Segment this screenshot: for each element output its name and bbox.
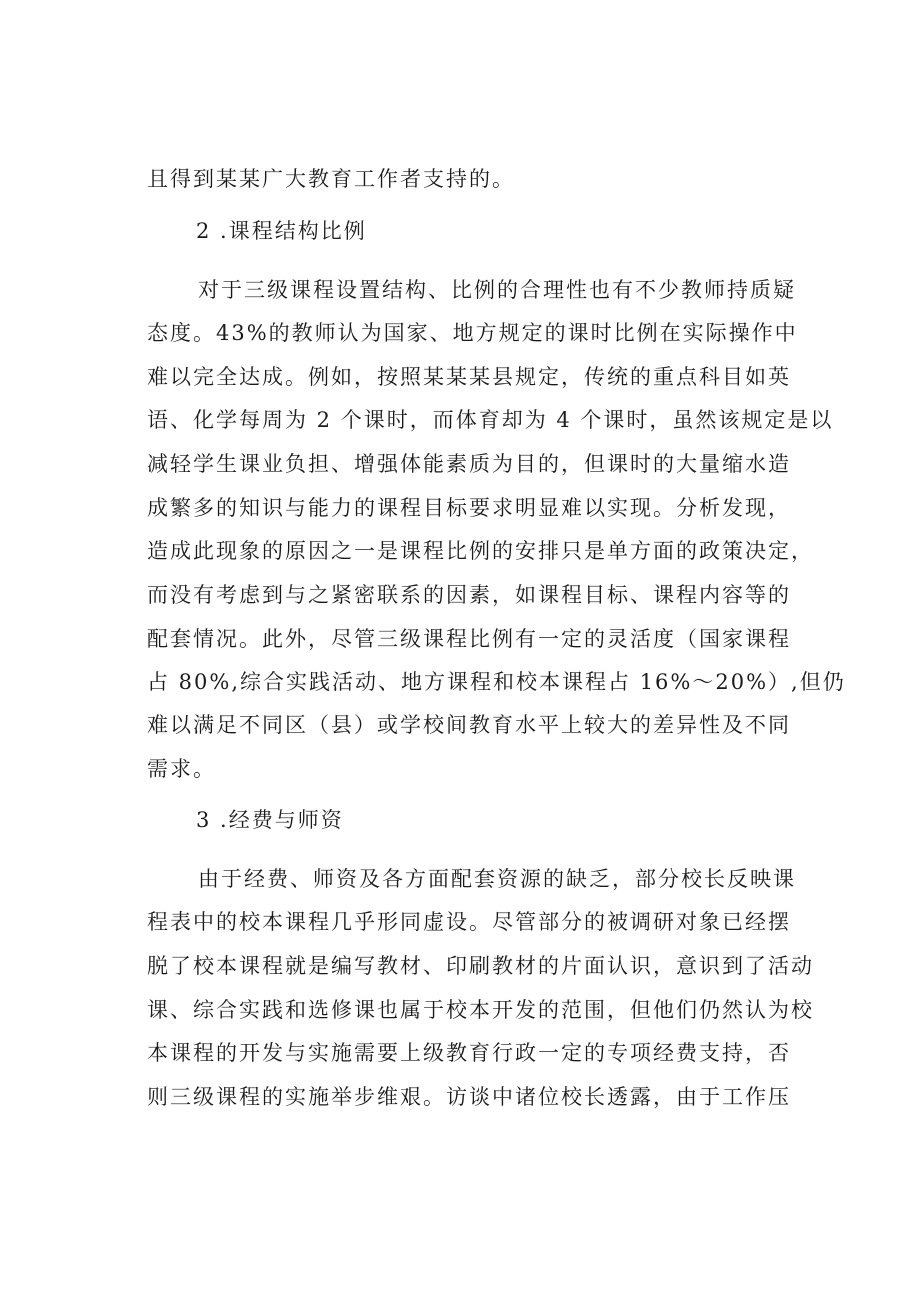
section-heading: 2 .课程结构比例 — [196, 219, 367, 243]
text-line: 语、化学每周为 2 个课时，而体育却为 4 个课时，虽然该规定是以 — [147, 408, 834, 432]
text-line: 程表中的校本课程几乎形同虚设。尽管部分的被调研对象已经摆 — [147, 910, 791, 934]
text-line: 需求。 — [147, 757, 216, 781]
text-line: 成繁多的知识与能力的课程目标要求明显难以实现。分析发现， — [147, 496, 791, 520]
text-line: 难以完全达成。例如，按照某某某县规定，传统的重点科目如英 — [147, 365, 791, 389]
text-line: 且得到某某广大教育工作者支持的。 — [147, 167, 515, 191]
text-line: 配套情况。此外，尽管三级课程比例有一定的灵活度（国家课程 — [147, 627, 791, 651]
text-line: 难以满足不同区（县）或学校间教育水平上较大的差异性及不同 — [147, 713, 791, 737]
text-line: 本课程的开发与实施需要上级教育行政一定的专项经费支持，否 — [147, 1041, 791, 1065]
section-heading: 3 .经费与师资 — [196, 808, 344, 832]
text-line: 减轻学生课业负担、增强体能素质为目的，但课时的大量缩水造 — [147, 452, 791, 476]
text-line: 占 80%,综合实践活动、地方课程和校本课程占 16%～20%）,但仍 — [147, 670, 846, 694]
text-line: 态度。43%的教师认为国家、地方规定的课时比例在实际操作中 — [147, 321, 798, 345]
text-line: 而没有考虑到与之紧密联系的因素，如课程目标、课程内容等的 — [147, 583, 791, 607]
text-line: 则三级课程的实施举步维艰。访谈中诸位校长透露，由于工作压 — [147, 1085, 791, 1109]
text-line: 课、综合实践和选修课也属于校本开发的范围，但他们仍然认为校 — [147, 998, 814, 1022]
text-line: 造成此现象的原因之一是课程比例的安排只是单方面的政策决定， — [147, 539, 814, 563]
paragraph-first-line: 对于三级课程设置结构、比例的合理性也有不少教师持质疑 — [198, 278, 796, 302]
text-line: 脱了校本课程就是编写教材、印刷教材的片面认识，意识到了活动 — [147, 954, 814, 978]
paragraph-first-line: 由于经费、师资及各方面配套资源的缺乏，部分校长反映课 — [198, 867, 796, 891]
